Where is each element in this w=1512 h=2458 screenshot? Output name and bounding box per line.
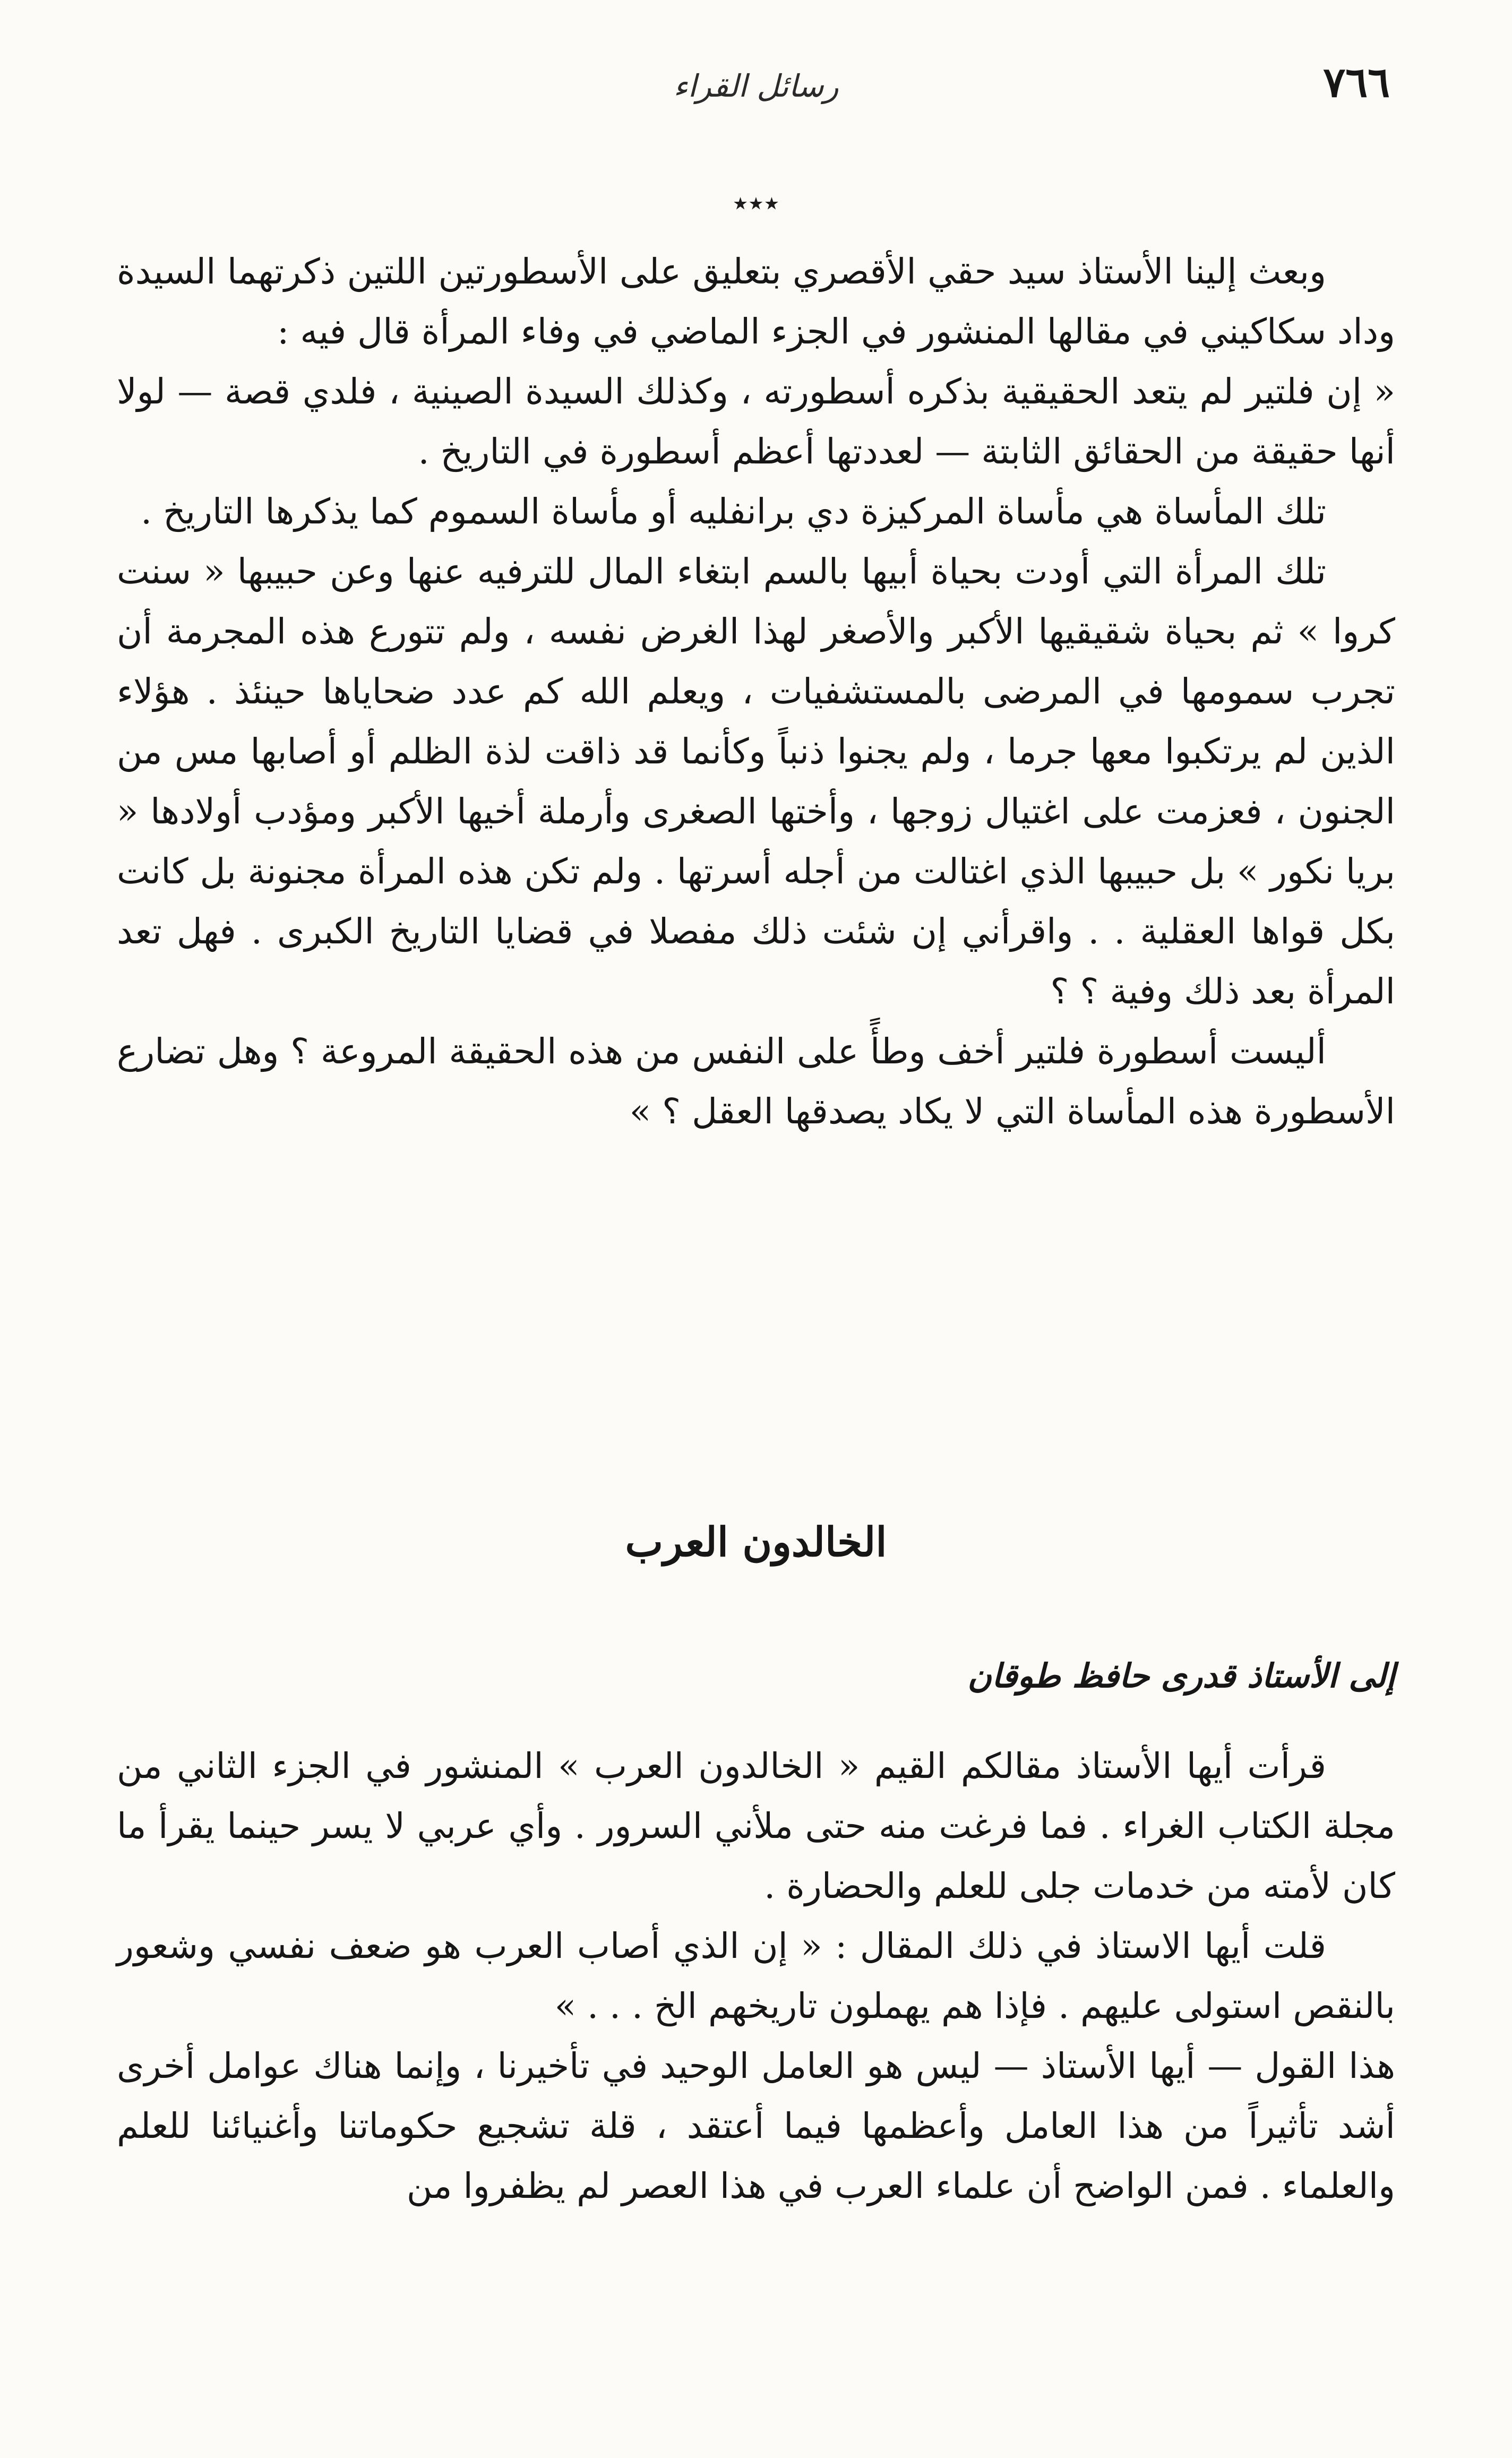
paragraph: أليست أسطورة فلتير أخف وطأً على النفس من هذه الحقيقة المروعة ؟ وهل تضارع الأسطورة هذه المأساة التي لا يكاد يصدقها العقل ؟ » (117, 1031, 1395, 1132)
paragraph: هذا القول — أيها الأستاذ — ليس هو العامل الوحيد في تأخيرنا ، وإنما هناك عوامل أخرى أشد تأثيراً من هذا العامل وأعظمها فيما أعتقد ، قلة تشجيع حكوماتنا وأغنيائنا للعلم والعلماء . فمن الواضح أن علماء العرب في هذا العصر لم يظفروا من (117, 2046, 1395, 2206)
running-header (122, 58, 1390, 122)
section-separator: ٭٭٭ (732, 186, 780, 219)
letter-block-1 (117, 242, 1395, 1141)
paragraph: تلك المأساة هي مأساة المركيزة دي برانفليه أو مأساة السموم كما يذكرها التاريخ . (141, 491, 1326, 532)
paragraph: قلت أيها الاستاذ في ذلك المقال : « إن الذي أصاب العرب هو ضعف نفسي وشعور بالنقص استولى عليهم . فإذا هم يهملون تاريخهم الخ . . . » (117, 1926, 1395, 2026)
letter-block-2 (117, 1736, 1395, 2216)
paragraph: تلك المرأة التي أودت بحياة أبيها بالسم ابتغاء المال للترفيه عنها وعن حبيبها « سنت كروا » ثم بحياة شقيقيها الأكبر والأصغر لهذا الغرض نفسه ، ولم تتورع هذه المجرمة أن تجرب سمومها في المرضى بالمستشفيات ، ويعلم الله كم عدد ضحاياها حينئذ . هؤلاء الذين لم يرتكبوا معها جرما ، ولم يجنوا ذنباً وكأنما قد ذاقت لذة الظلم أو أصابها مس من الجنون ، فعزمت على اغتيال زوجها ، وأختها الصغرى وأرملة أخيها الأكبر ومؤدب أولادها « بريا نكور » بل حبيبها الذي اغتالت من أجله أسرتها . ولم تكن هذه المرأة مجنونة بل كانت بكل قواها العقلية . . واقرأني إن شئت ذلك مفصلا في قضايا التاريخ الكبرى . فهل تعد المرأة بعد ذلك وفية ؟ ؟ (117, 551, 1395, 1012)
page-number: ٧٦٦ (1323, 58, 1390, 107)
section-title: الخالدون العرب (625, 1518, 887, 1566)
paragraph: « إن فلتير لم يتعد الحقيقية بذكره أسطورته ، وكذلك السيدة الصينية ، فلدي قصة — لولا أنها حقيقة من الحقائق الثابتة — لعددتها أعظم أسطورة في التاريخ . (117, 371, 1395, 472)
paragraph: وبعث إلينا الأستاذ سيد حقي الأقصري بتعليق على الأسطورتين اللتين ذكرتهما السيدة وداد سكاكيني في مقالها المنشور في الجزء الماضي في وفاء المرأة قال فيه : (117, 251, 1395, 352)
paragraph: قرأت أيها الأستاذ مقالكم القيم « الخالدون العرب » المنشور في الجزء الثاني من مجلة الكتاب الغراء . فما فرغت منه حتى ملأني السرور . وأي عربي لا يسر حينما يقرأ ما كان لأمته من خدمات جلى للعلم والحضارة . (117, 1746, 1395, 1906)
running-title: رسائل القراء (673, 68, 839, 104)
addressee-line: إلى الأستاذ قدرى حافظ طوقان (967, 1656, 1395, 1695)
